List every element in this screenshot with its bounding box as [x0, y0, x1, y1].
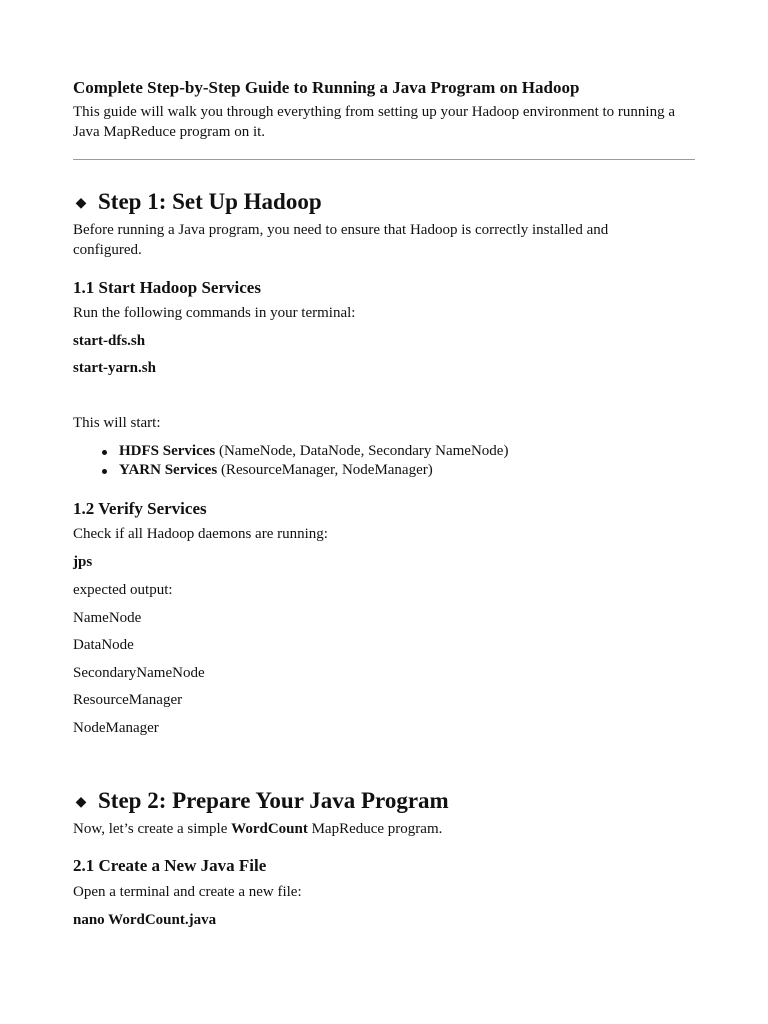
command-jps: jps: [73, 554, 93, 570]
output-line: SecondaryNameNode: [73, 665, 205, 681]
section-1-1-text: Run the following commands in your terminal:: [73, 305, 356, 321]
step1-heading: [73, 188, 322, 218]
command-start-dfs: start-dfs.sh: [73, 333, 146, 349]
section-1-2-text: Check if all Hadoop daemons are running:: [73, 526, 328, 542]
list-item: [73, 442, 508, 461]
list-item-bold: HDFS Services: [119, 443, 216, 459]
output-line: DataNode: [73, 637, 134, 653]
section-2-1-text: Open a terminal and create a new file:: [73, 884, 302, 900]
output-line: ResourceManager: [73, 692, 183, 708]
step2-intro-bold: WordCount: [231, 821, 308, 837]
section-1-1-heading: 1.1 Start Hadoop Services: [73, 278, 261, 297]
step2-intro-after: MapReduce program.: [307, 821, 443, 837]
diamond-icon: ◆: [75, 795, 87, 810]
output-line: NodeManager: [73, 720, 159, 736]
step2-intro: [73, 819, 442, 839]
step1-heading-text: Step 1: Set Up Hadoop: [98, 189, 322, 214]
list-item-text: (NameNode, DataNode, Secondary NameNode): [215, 443, 509, 459]
expected-output-label: expected output:: [73, 582, 173, 598]
document-title: Complete Step-by-Step Guide to Running a Java Program on Hadoop: [73, 78, 580, 97]
services-list: [73, 442, 508, 480]
command-start-yarn: start-yarn.sh: [73, 360, 156, 376]
horizontal-divider: [73, 159, 695, 160]
section-1-2-heading: 1.2 Verify Services: [73, 499, 207, 518]
output-line: NameNode: [73, 610, 142, 626]
step2-intro-before: Now, let’s create a simple: [73, 821, 232, 837]
command-nano: nano WordCount.java: [73, 912, 217, 928]
step2-heading: [73, 787, 449, 817]
diamond-icon: ◆: [75, 196, 87, 211]
step2-heading-text: Step 2: Prepare Your Java Program: [98, 788, 449, 813]
document-intro: This guide will walk you through everything from setting up your Hadoop environment to running a Java MapReduce program on it.: [73, 104, 675, 140]
list-item: [73, 461, 508, 480]
list-item-text: (ResourceManager, NodeManager): [217, 462, 433, 478]
step1-intro: Before running a Java program, you need to ensure that Hadoop is correctly installed and configured.: [73, 222, 609, 258]
this-will-start-text: This will start:: [73, 415, 161, 431]
list-item-bold: YARN Services: [119, 462, 218, 478]
section-2-1-heading: 2.1 Create a New Java File: [73, 856, 267, 875]
